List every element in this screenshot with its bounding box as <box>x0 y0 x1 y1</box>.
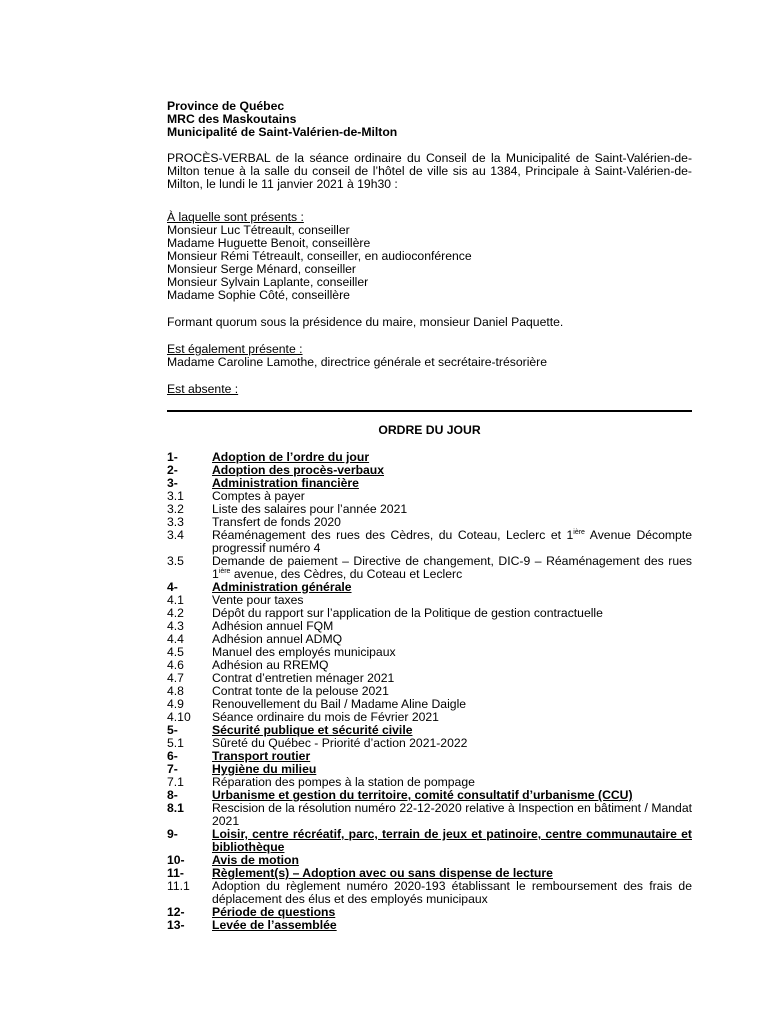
agenda-item-text: Adoption de l’ordre du jour <box>212 450 370 464</box>
agenda-item-text: Adhésion annuel ADMQ <box>212 632 343 646</box>
agenda-item-number: 3.3 <box>167 515 184 529</box>
agenda-item-text: Transport routier <box>212 749 311 763</box>
member-line: Madame Sophie Côté, conseillère <box>167 288 350 302</box>
agenda-item-text: Comptes à payer <box>212 489 305 503</box>
agenda-item-number: 10- <box>167 853 185 867</box>
agenda-item <box>167 802 692 828</box>
agenda-item-number: 4.9 <box>167 697 184 711</box>
agenda-item <box>167 828 692 854</box>
quorum-paragraph: Formant quorum sous la présidence du maire, monsieur Daniel Paquette. <box>167 315 564 329</box>
province-line: Province de Québec <box>167 99 285 113</box>
agenda-item-text: Contrat d’entretien ménager 2021 <box>212 671 395 685</box>
agenda-item-number: 12- <box>167 905 185 919</box>
agenda-item-number: 3- <box>167 476 178 490</box>
also-present-block <box>167 343 692 369</box>
agenda-item-number: 5- <box>167 723 178 737</box>
agenda-item-text: Adoption du règlement numéro 2020-193 établissant le remboursement des frais de déplacement des élus et des employés municipaux <box>212 879 692 906</box>
also-present-name: Madame Caroline Lamothe, directrice générale et secrétaire-trésorière <box>167 355 548 369</box>
agenda-item-number: 7- <box>167 762 178 776</box>
agenda-item-number: 8- <box>167 788 178 802</box>
agenda-item-text: Adoption des procès-verbaux <box>212 463 385 477</box>
municipality-line: Municipalité de Saint-Valérien-de-Milton <box>167 125 398 139</box>
agenda-item <box>167 555 692 581</box>
agenda-item <box>167 529 692 555</box>
agenda-item-text: Administration financière <box>212 476 359 490</box>
agenda-item-number: 4- <box>167 580 178 594</box>
agenda-item-number: 9- <box>167 827 178 841</box>
agenda-item-number: 4.3 <box>167 619 184 633</box>
agenda-item-text: Sécurité publique et sécurité civile <box>212 723 413 737</box>
agenda-item-text: Loisir, centre récréatif, parc, terrain de jeux et patinoire, centre communautaire et bibliothèque <box>212 827 692 854</box>
agenda-item-text: Période de questions <box>212 905 336 919</box>
agenda-item-number: 11- <box>167 866 184 880</box>
agenda-item-number: 2- <box>167 463 178 477</box>
agenda-item-text: Réparation des pompes à la station de pompage <box>212 775 475 789</box>
agenda-item-number: 11.1 <box>167 879 190 893</box>
agenda-item-number: 4.4 <box>167 632 184 646</box>
agenda-item-text: Règlement(s) – Adoption avec ou sans dispense de lecture <box>212 866 553 880</box>
agenda-item-number: 7.1 <box>167 775 184 789</box>
agenda-item-number: 8.1 <box>167 801 184 815</box>
agenda-item-text: Contrat tonte de la pelouse 2021 <box>212 684 389 698</box>
document-page <box>167 100 692 932</box>
agenda-item-text: Liste des salaires pour l’année 2021 <box>212 502 408 516</box>
agenda-item-text: Adhésion annuel FQM <box>212 619 334 633</box>
mrc-line: MRC des Maskoutains <box>167 112 297 126</box>
agenda-item-text: Avis de motion <box>212 853 299 867</box>
agenda-item-text: Administration générale <box>212 580 352 594</box>
agenda-title: ORDRE DU JOUR <box>378 423 481 437</box>
agenda-item-text: Renouvellement du Bail / Madame Aline Daigle <box>212 697 467 711</box>
agenda-item-text: Réaménagement des rues des Cèdres, du Coteau, Leclerc et $1^{ière}$ Avenue Décompte progressif numéro 4 <box>212 528 692 555</box>
agenda-item-number: 5.1 <box>167 736 184 750</box>
agenda-item-text: Sûreté du Québec - Priorité d’action 2021-2022 <box>212 736 468 750</box>
agenda-item-number: 4.8 <box>167 684 184 698</box>
presents-block <box>167 211 692 302</box>
agenda-item-number: 1- <box>167 450 178 464</box>
absent-title: Est absente : <box>167 382 239 396</box>
agenda-item <box>167 919 692 932</box>
agenda-item-text: Levée de l’assemblée <box>212 918 337 932</box>
agenda-item-text: Manuel des employés municipaux <box>212 645 396 659</box>
header-block <box>167 100 692 139</box>
agenda-item-number: 13- <box>167 918 185 932</box>
member-line: Monsieur Sylvain Laplante, conseiller <box>167 275 369 289</box>
agenda-item-number: 3.4 <box>167 528 184 542</box>
member-line: Monsieur Rémi Tétreault, conseiller, en audioconférence <box>167 249 472 263</box>
agenda-item-number: 4.1 <box>167 593 184 607</box>
agenda-item <box>167 880 692 906</box>
agenda-item-text: Urbanisme et gestion du territoire, comité consultatif d’urbanisme (CCU) <box>212 788 633 802</box>
agenda-item-number: 4.5 <box>167 645 184 659</box>
member-line: Madame Huguette Benoit, conseillère <box>167 236 371 250</box>
members-list <box>167 224 692 302</box>
agenda-item-text: Séance ordinaire du mois de Février 2021 <box>212 710 439 724</box>
agenda-item-text: Demande de paiement – Directive de changement, DIC-9 – Réaménagement des rues $1^{ière}$ avenue, des Cèdres, du Coteau et Leclerc <box>212 554 692 581</box>
horizontal-rule <box>167 410 692 412</box>
agenda-item-text: Transfert de fonds 2020 <box>212 515 341 529</box>
agenda-item-number: 3.2 <box>167 502 184 516</box>
agenda-item-number: 4.6 <box>167 658 184 672</box>
agenda-item-text: Vente pour taxes <box>212 593 304 607</box>
member-line: Monsieur Serge Ménard, conseiller <box>167 262 356 276</box>
agenda-item-number: 6- <box>167 749 178 763</box>
agenda-item-number: 4.10 <box>167 710 191 724</box>
agenda-item-number: 3.5 <box>167 554 184 568</box>
also-present-title: Est également présente : <box>167 342 303 356</box>
proces-verbal-paragraph: PROCÈS-VERBAL de la séance ordinaire du Conseil de la Municipalité de Saint-Valérien-de-Milton tenue à la salle du conseil de l’hôtel de ville sis au 1384, Principale à Saint-Valérien-de-Milton, le lundi le 11 janvier 2021 à 19h30 : <box>167 151 692 191</box>
agenda-item-number: 4.7 <box>167 671 184 685</box>
agenda-item-number: 4.2 <box>167 606 184 620</box>
presents-title: À laquelle sont présents : <box>167 210 304 224</box>
agenda-item-text: Adhésion au RREMQ <box>212 658 329 672</box>
agenda-item-text: Dépôt du rapport sur l’application de la Politique de gestion contractuelle <box>212 606 603 620</box>
agenda-item-text: Rescision de la résolution numéro 22-12-2020 relative à Inspection en bâtiment / Mandat 2021 <box>212 801 692 828</box>
agenda-list <box>167 451 692 932</box>
agenda-item-text: Hygiène du milieu <box>212 762 317 776</box>
agenda-item-number: 3.1 <box>167 489 184 503</box>
member-line: Monsieur Luc Tétreault, conseiller <box>167 223 350 237</box>
